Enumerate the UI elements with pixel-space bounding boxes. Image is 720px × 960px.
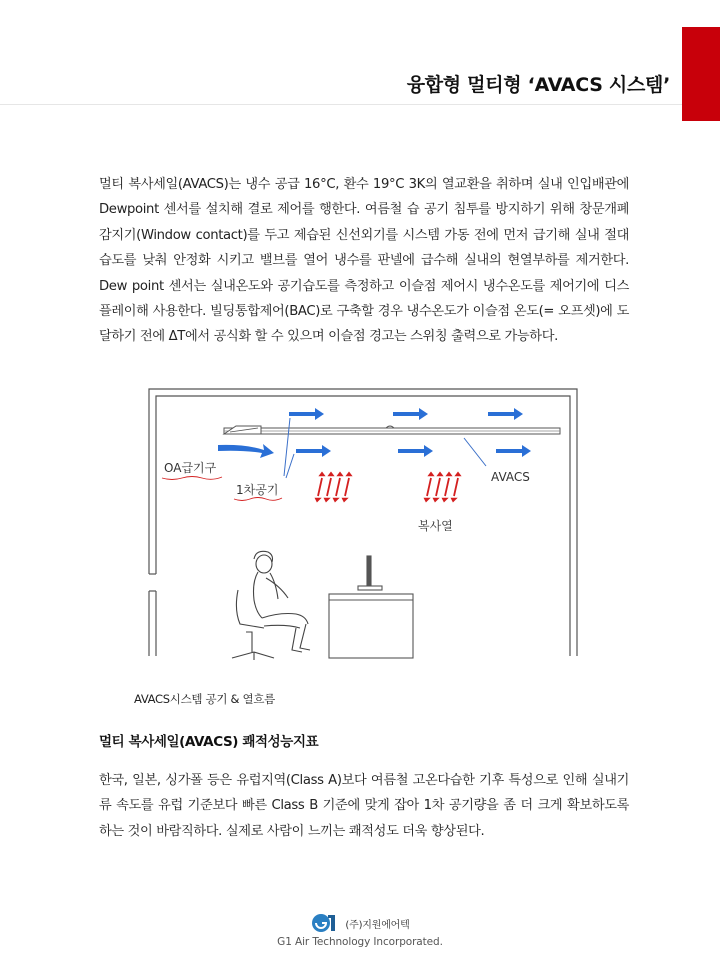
avacs-airflow-diagram <box>146 386 580 666</box>
airflow-arrow-top-1 <box>289 408 324 420</box>
oa-supply-outlet <box>224 426 261 434</box>
heat-arrow-group-right <box>424 472 461 502</box>
diagram-caption: AVACS시스템 공기 & 열흐름 <box>134 692 275 706</box>
oa-supply-arrow <box>218 444 274 458</box>
footer-company-name: (주)지원에어텍 <box>345 919 410 931</box>
airflow-arrow-mid-1 <box>296 445 331 457</box>
footer-logo-row <box>260 912 460 934</box>
airflow-arrow-mid-3 <box>496 445 531 457</box>
comfort-paragraph: 한국, 일본, 싱가폴 등은 유럽지역(Class A)보다 여름철 고온다습한 기후 특성으로 인해 실내기류 속도를 유럽 기준보다 빠른 Class B 기준에 맞게 잡아 1차 공기량을 좀 더 크게 확보하도록 하는 것이 바람직하다. 실제로 사람이 느끼는 쾌적성도 더욱 향상된다. <box>99 773 629 839</box>
header-divider <box>0 104 682 105</box>
oa-supply-label: OA급기구 <box>164 461 217 475</box>
header-accent-tab <box>682 27 720 121</box>
intro-paragraph: 멀티 복사세일(AVACS)는 냉수 공급 16°C, 환수 19°C 3K의 열교환을 취하며 실내 인입배관에 Dewpoint 센서를 설치해 결로 제어를 행한다. 여름철 습 공기 침투를 방지하기 위해 창문개폐 감지기(Window contact)를 두고 제습된 신선외기를 시스템 가동 전에 먼저 급기해 실내 절대습도를 낮춰 안정화 시키고 밸브를 열어 냉수를 판넬에 급수해 실내의 현열부하를 제거한다. Dew point 센서는 실내온도와 공기습도를 측정하고 이슬점 제어시 냉수온도를 제어기에 디스플레이해 사용한다. 빌딩통합제어(BAC)로 구축할 경우 냉수온도가 이슬점 온도(= 오프셋)에 도달하기 전에 ΔT에서 공식화 할 수 있으며 이슬점 경고는 스위칭 출력으로 가능하다. <box>99 177 629 345</box>
company-logo-icon <box>310 912 342 934</box>
oa-label-underline <box>162 477 222 480</box>
section-heading: 멀티 복사세일(AVACS) 쾌적성능지표 <box>99 734 319 750</box>
airflow-arrow-top-3 <box>488 408 523 420</box>
desk-with-monitor <box>329 556 413 658</box>
primary-air-label: 1차공기 <box>236 483 279 497</box>
ceiling-panel <box>224 426 560 434</box>
callout-lines <box>284 418 486 478</box>
avacs-label: AVACS <box>491 470 530 484</box>
footer <box>260 912 460 948</box>
airflow-arrow-top-2 <box>393 408 428 420</box>
radiant-heat-arrows <box>315 472 461 502</box>
airflow-arrow-mid-2 <box>398 445 433 457</box>
primary-air-underline <box>234 498 282 501</box>
seated-person-figure <box>232 551 310 660</box>
page-title: 융합형 멀티형 ‘AVACS 시스템’ <box>406 74 670 96</box>
footer-company-english: G1 Air Technology Incorporated. <box>277 936 443 948</box>
radiant-heat-label: 복사열 <box>418 519 453 533</box>
heat-arrow-group-left <box>315 472 352 502</box>
